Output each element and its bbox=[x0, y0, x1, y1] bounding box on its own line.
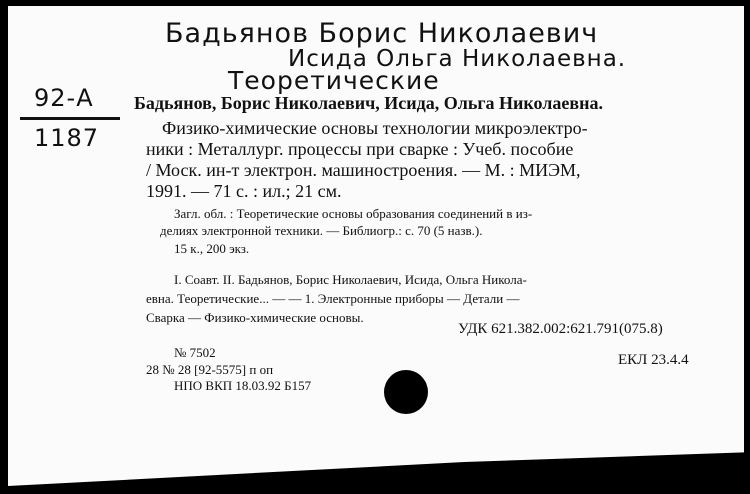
note-line-1: Загл. обл. : Теоретические основы образования соединений в из- bbox=[174, 206, 533, 221]
handwritten-authors: Бадьянов Борис Николаевич bbox=[165, 18, 599, 49]
note-line-3: 15 к., 200 экз. bbox=[174, 241, 250, 256]
card-heading: Бадьянов, Борис Николаевич, Исида, Ольга Николаевна. bbox=[134, 93, 603, 113]
footer-print-info: НПО ВКП 18.03.92 Б157 bbox=[174, 378, 312, 393]
footer-order: 28 № 28 [92-5575] п оп bbox=[146, 362, 274, 377]
body-line-4: 1991. — 71 с. : ил.; 21 см. bbox=[146, 181, 342, 201]
tracing-line-2: евна. Теоретические... — — 1. Электронные приборы — Детали — bbox=[146, 291, 520, 306]
body-line-2: ники : Металлург. процессы при сварке : Учеб. пособие bbox=[146, 139, 574, 159]
udk-code: УДК 621.382.002:621.791(075.8) bbox=[458, 321, 663, 337]
note-line-2: делиях электронной техники. — Библиогр.: с. 70 (5 назв.). bbox=[160, 223, 483, 238]
body-line-3: / Моск. ин-т электрон. машиностроения. — М. : МИЭМ, bbox=[146, 160, 581, 180]
punch-hole bbox=[384, 370, 428, 414]
body-line-1: Физико-химические основы технологии микроэлектро- bbox=[162, 118, 588, 138]
handwritten-call-number-bottom: 1187 bbox=[34, 124, 100, 152]
handwritten-title-word: Теоретические bbox=[228, 66, 440, 95]
footer-number: № 7502 bbox=[174, 345, 216, 360]
call-number-divider bbox=[20, 117, 120, 120]
ekl-code: ЕКЛ 23.4.4 bbox=[618, 352, 689, 368]
handwritten-call-number-top: 92-А bbox=[34, 84, 94, 112]
tracing-line-1: I. Соавт. II. Бадьянов, Борис Николаевич, Исида, Ольга Никола- bbox=[174, 272, 527, 287]
handwritten-coauthor: Исида Ольга Николаевна. bbox=[288, 46, 627, 72]
tracing-line-3: Сварка — Физико-химические основы. bbox=[146, 310, 364, 325]
